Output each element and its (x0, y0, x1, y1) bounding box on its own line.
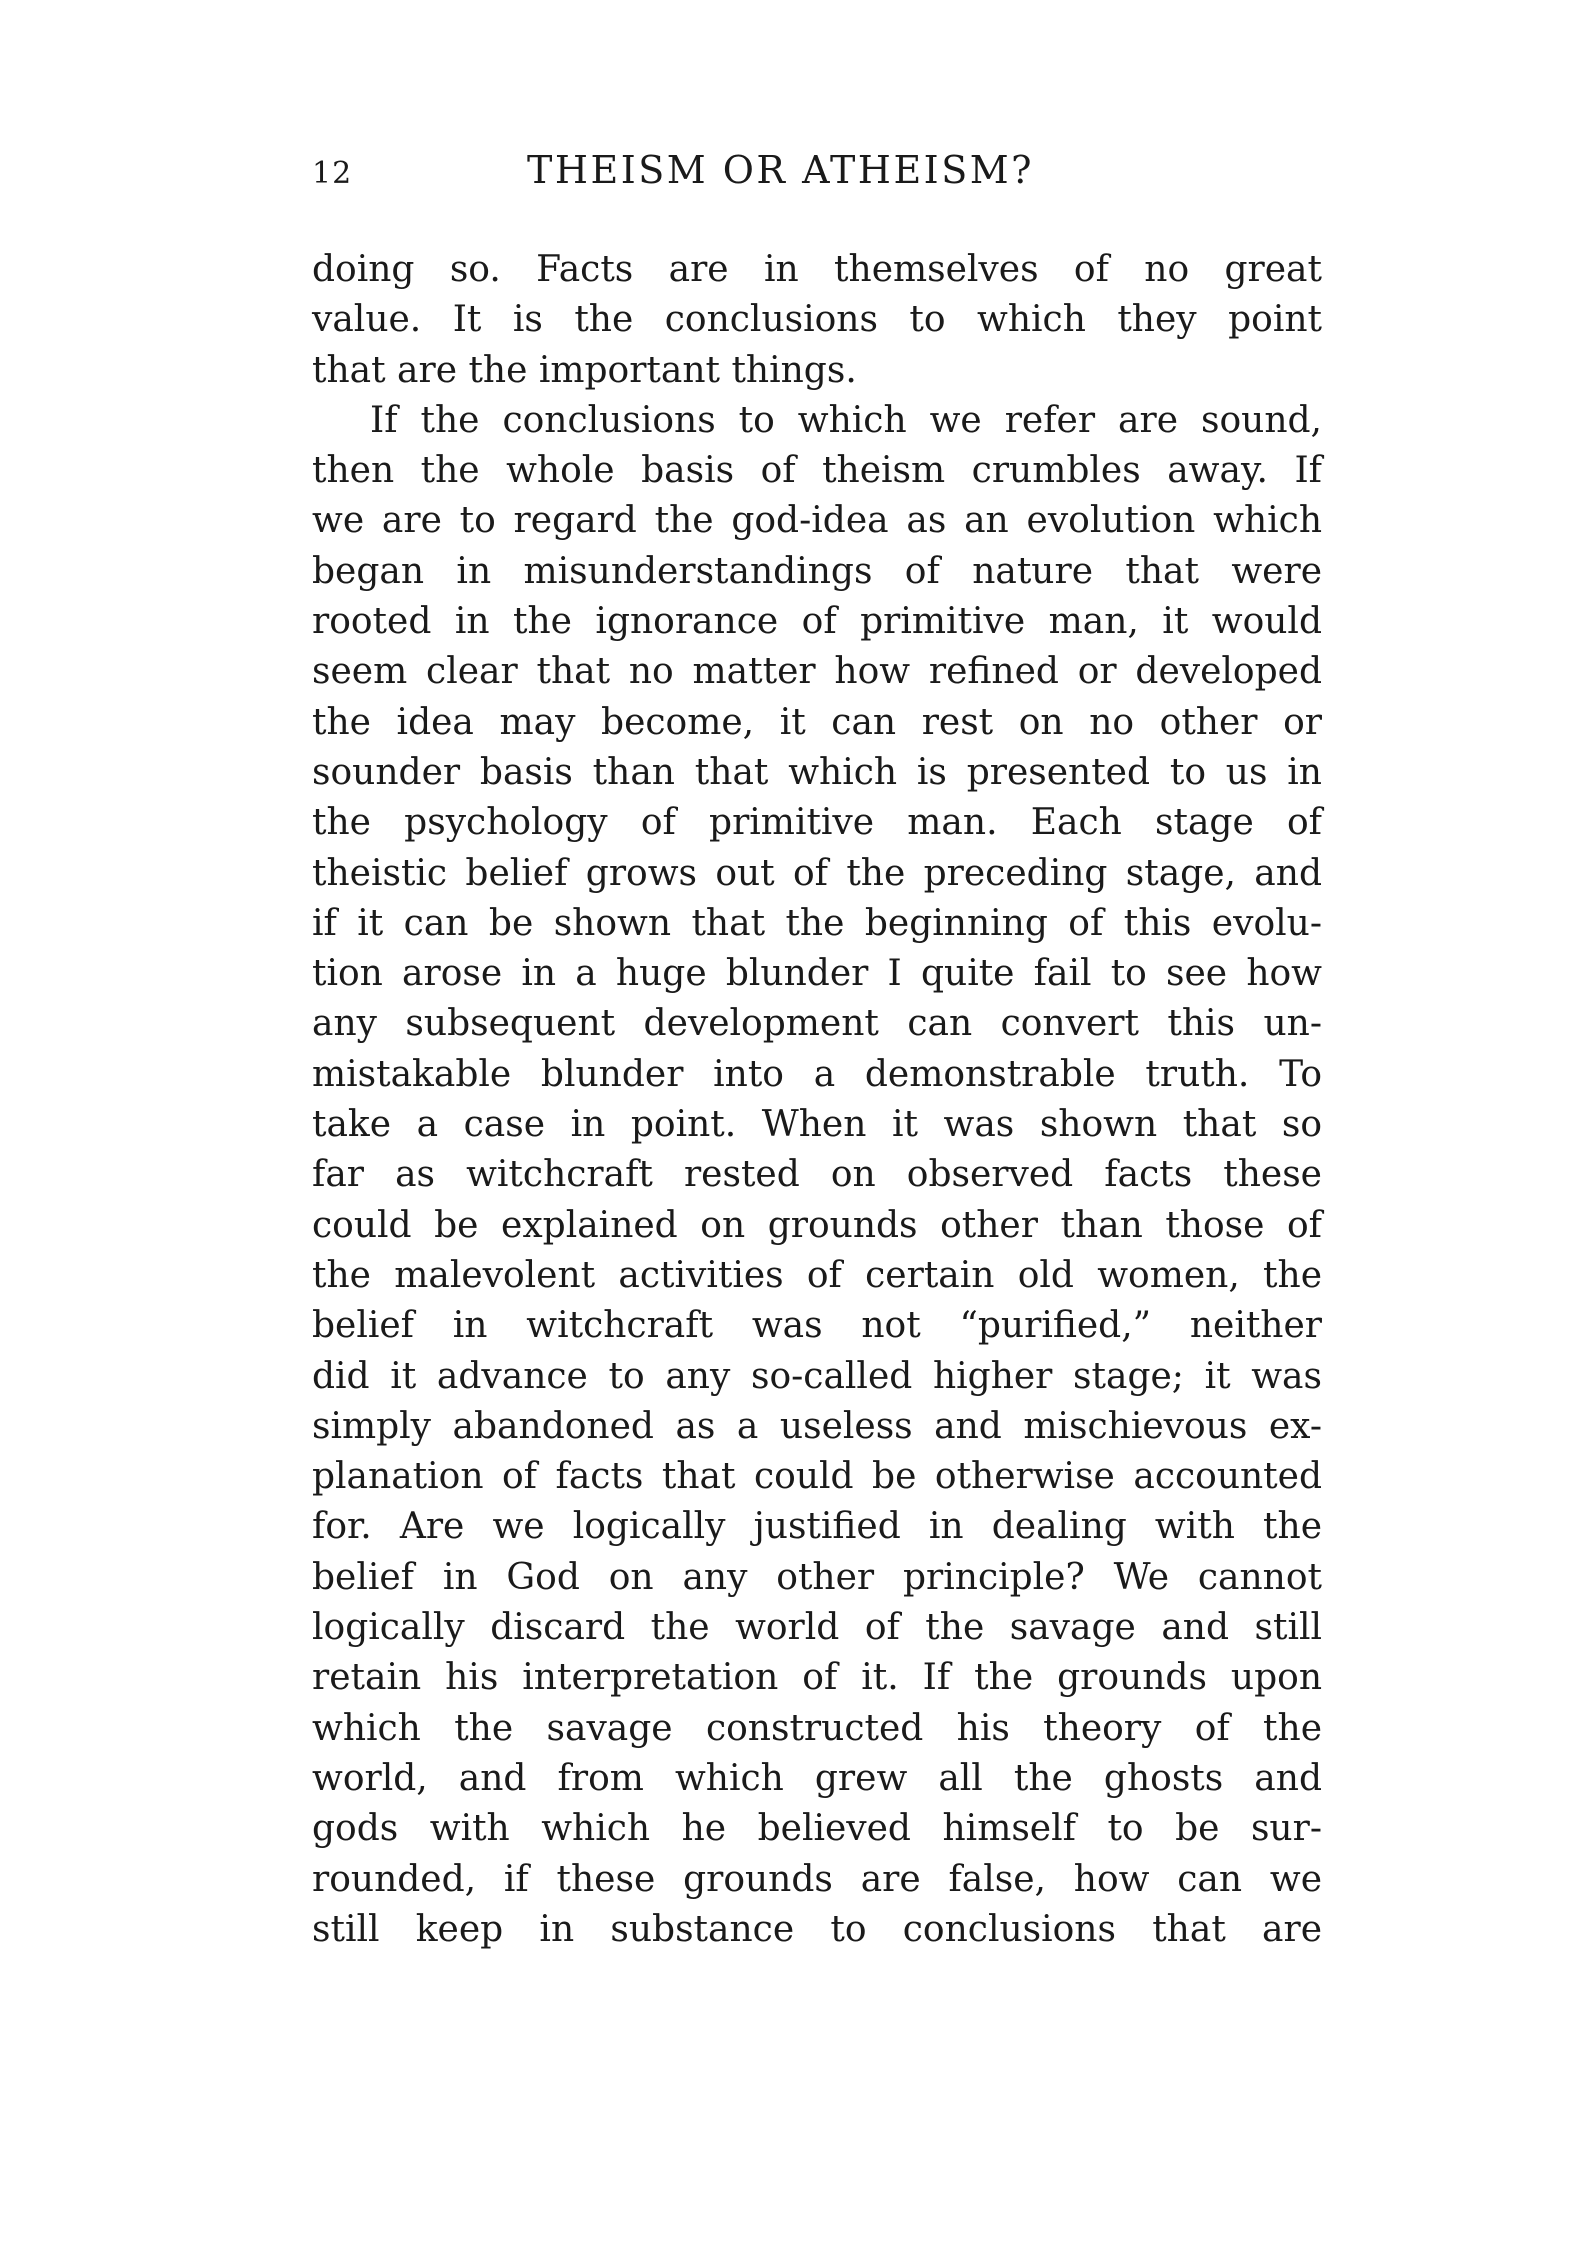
text-line: belief in God on any other principle? We cannot (312, 1556, 1322, 1598)
text-line: rounded, if these grounds are false, how can we (312, 1858, 1322, 1900)
text-line: value. It is the conclusions to which they point (312, 299, 1322, 341)
text-line: sounder basis than that which is presented to us in (312, 751, 1322, 793)
text-line: that are the important things. (312, 349, 857, 391)
text-line: take a case in point. When it was shown that so (312, 1104, 1322, 1146)
text-line: gods with which he believed himself to be sur- (312, 1808, 1322, 1850)
text-line: planation of facts that could be otherwise accounted (312, 1456, 1322, 1498)
text-line: if it can be shown that the beginning of this evolu- (312, 902, 1322, 944)
text-line: belief in witchcraft was not “purified,” neither (312, 1305, 1322, 1347)
text-line: far as witchcraft rested on observed facts these (312, 1154, 1322, 1196)
text-line: mistakable blunder into a demonstrable truth. To (312, 1053, 1322, 1095)
text-line: doing so. Facts are in themselves of no great (312, 249, 1322, 290)
text-line: any subsequent development can convert this un- (312, 1003, 1322, 1045)
text-line: then the whole basis of theism crumbles away. If (312, 450, 1322, 492)
text-line: the malevolent activities of certain old women, the (312, 1254, 1322, 1296)
text-line: we are to regard the god-idea as an evolution which (312, 500, 1322, 542)
running-head (312, 148, 1322, 208)
text-line: rooted in the ignorance of primitive man, it would (312, 601, 1322, 643)
text-line: world, and from which grew all the ghosts and (312, 1757, 1322, 1799)
text-line: could be explained on grounds other than those of (312, 1204, 1322, 1246)
text-line: retain his interpretation of it. If the grounds upon (312, 1657, 1322, 1699)
text-line: the idea may become, it can rest on no other or (312, 701, 1322, 743)
text-line: which the savage constructed his theory of the (312, 1707, 1322, 1749)
paragraph-first-line: If the conclusions to which we refer are sound, (370, 399, 1322, 441)
text-line: logically discard the world of the savage and still (312, 1607, 1322, 1649)
text-line: tion arose in a huge blunder I quite fail to see how (312, 953, 1322, 995)
text-line: theistic belief grows out of the preceding stage, and (312, 852, 1322, 894)
text-line: began in misunderstandings of nature that were (312, 550, 1322, 592)
page-title: THEISM OR ATHEISM? (527, 148, 1035, 192)
text-line: still keep in substance to conclusions that are (312, 1908, 1322, 1950)
text-line: the psychology of primitive man. Each stage of (312, 802, 1322, 844)
page-number: 12 (312, 156, 353, 191)
text-line: did it advance to any so-called higher stage; it was (312, 1355, 1322, 1397)
text-line: seem clear that no matter how refined or developed (312, 651, 1322, 693)
body-text (312, 245, 1322, 1955)
text-line: simply abandoned as a useless and mischievous ex- (312, 1405, 1322, 1447)
text-line: for. Are we logically justified in dealing with the (312, 1506, 1322, 1548)
